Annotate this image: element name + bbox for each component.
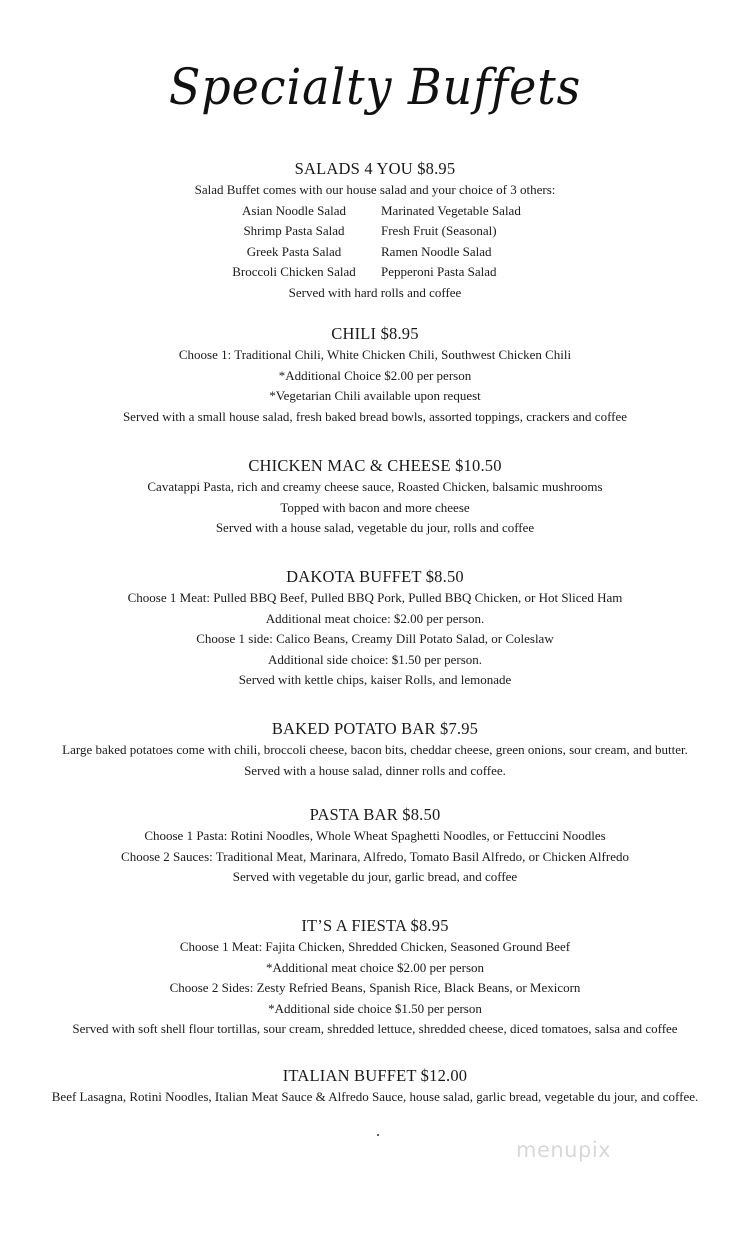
section-heading: PASTA BAR $8.50 <box>309 805 441 824</box>
section-line: Choose 1 side: Calico Beans, Creamy Dill Potato Salad, or Coleslaw <box>196 631 554 647</box>
section-italian <box>0 1065 750 1108</box>
section-line: Choose 2 Sauces: Traditional Meat, Marinara, Alfredo, Tomato Basil Alfredo, or Chicken Alfredo <box>121 848 629 864</box>
section-fiesta <box>0 915 750 1040</box>
section-baked-potato <box>0 718 750 781</box>
salad-option: Broccoli Chicken Salad <box>232 264 356 280</box>
section-line: Choose 1: Traditional Chili, White Chicken Chili, Southwest Chicken Chili <box>178 347 572 362</box>
section-dakota <box>0 566 750 691</box>
section-line: *Additional side choice $1.50 per person <box>268 1000 482 1016</box>
stray-dot <box>377 1134 379 1136</box>
section-line: Served with a house salad, vegetable du jour, rolls and coffee <box>215 520 535 536</box>
section-salads <box>0 158 750 304</box>
section-line: *Additional meat choice $2.00 per person <box>265 959 485 975</box>
section-line: *Additional Choice $2.00 per person <box>278 367 472 383</box>
section-line: Served with vegetable du jour, garlic bread, and coffee <box>232 869 518 885</box>
salad-option: Marinated Vegetable Salad <box>381 202 521 218</box>
section-heading: DAKOTA BUFFET $8.50 <box>286 567 464 586</box>
section-line: Topped with bacon and more cheese <box>280 499 470 515</box>
section-line: Additional side choice: $1.50 per person. <box>267 651 483 667</box>
section-heading: IT’S A FIESTA $8.95 <box>301 916 449 935</box>
section-line: Served with soft shell flour tortillas, sour cream, shredded lettuce, shredded cheese, diced tomatoes, salsa and coffee <box>72 1021 678 1037</box>
section-heading: ITALIAN BUFFET $12.00 <box>282 1066 468 1085</box>
section-line: Cavatappi Pasta, rich and creamy cheese sauce, Roasted Chicken, balsamic mushrooms <box>147 479 603 494</box>
section-heading: CHILI $8.95 <box>331 324 419 343</box>
section-chili <box>0 323 750 427</box>
section-line: Served with hard rolls and coffee <box>288 284 462 300</box>
section-line: Choose 1 Meat: Fajita Chicken, Shredded Chicken, Seasoned Ground Beef <box>179 939 571 954</box>
salad-option: Ramen Noodle Salad <box>381 243 492 259</box>
section-heading: BAKED POTATO BAR $7.95 <box>271 719 479 738</box>
salad-option: Fresh Fruit (Seasonal) <box>381 223 497 239</box>
salad-option: Shrimp Pasta Salad <box>243 223 345 239</box>
section-heading: SALADS 4 YOU $8.95 <box>294 159 456 178</box>
salad-row <box>0 242 750 263</box>
salad-row <box>0 201 750 222</box>
salad-option: Pepperoni Pasta Salad <box>381 264 497 280</box>
section-heading: CHICKEN MAC & CHEESE $10.50 <box>248 456 502 475</box>
section-line: Additional meat choice: $2.00 per person. <box>265 610 485 626</box>
salad-option: Asian Noodle Salad <box>242 202 346 218</box>
salad-row <box>0 262 750 283</box>
salad-row <box>0 221 750 242</box>
section-line: Choose 1 Pasta: Rotini Noodles, Whole Wheat Spaghetti Noodles, or Fettuccini Noodles <box>144 828 606 843</box>
section-line: Served with a small house salad, fresh baked bread bowls, assorted toppings, crackers and coffee <box>122 408 628 424</box>
section-line: Choose 1 Meat: Pulled BBQ Beef, Pulled BBQ Pork, Pulled BBQ Chicken, or Hot Sliced Ham <box>127 590 623 605</box>
page-title: Specialty Buffets <box>168 58 582 116</box>
section-line: Served with kettle chips, kaiser Rolls, and lemonade <box>238 672 512 688</box>
section-line: Salad Buffet comes with our house salad and your choice of 3 others: <box>194 182 556 197</box>
section-pasta-bar <box>0 804 750 888</box>
watermark-logo: menupix <box>516 1138 612 1162</box>
section-chicken-mac <box>0 455 750 539</box>
section-line: Large baked potatoes come with chili, broccoli cheese, bacon bits, cheddar cheese, green onions, sour cream, and butter. <box>62 742 688 757</box>
section-line: Choose 2 Sides: Zesty Refried Beans, Spanish Rice, Black Beans, or Mexicorn <box>169 980 581 996</box>
salad-option: Greek Pasta Salad <box>246 243 342 259</box>
section-line: *Vegetarian Chili available upon request <box>269 388 481 404</box>
section-line: Beef Lasagna, Rotini Noodles, Italian Meat Sauce & Alfredo Sauce, house salad, garlic bread, vegetable du jour, and coffee. <box>51 1089 699 1104</box>
section-line: Served with a house salad, dinner rolls and coffee. <box>244 762 506 778</box>
